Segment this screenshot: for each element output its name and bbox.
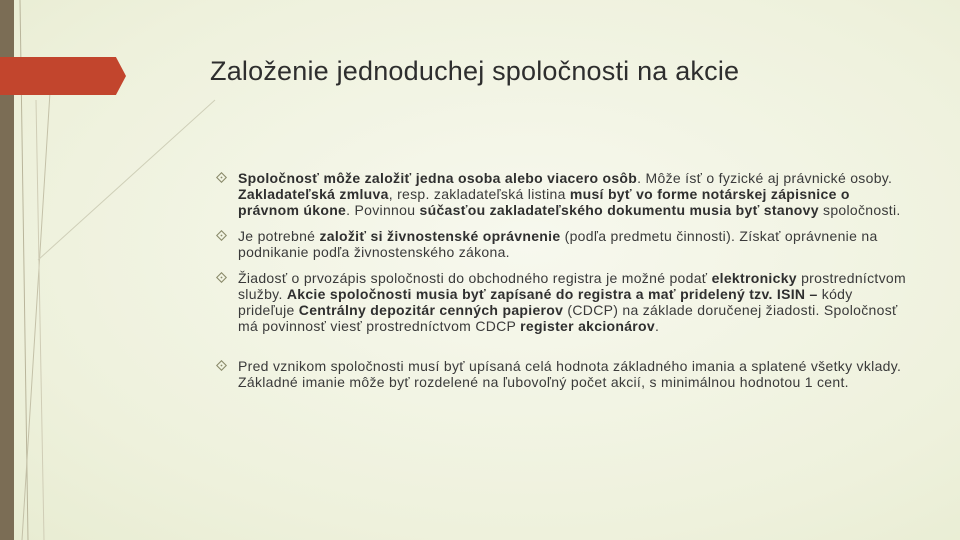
diamond-outline-icon [216, 172, 227, 183]
bullet-text-span: , resp. zakladateľská listina [388, 186, 570, 202]
bullet-text [238, 228, 878, 260]
title-arrow-tab [0, 57, 126, 95]
bullet-text-span: . Môže ísť o fyzické aj právnické osoby. [637, 170, 893, 186]
bullet-text-bold: Akcie spoločnosti musia byť zapísané do registra a mať pridelený tzv. ISIN – [286, 286, 818, 302]
bullet-text [238, 270, 906, 334]
slide-title: Založenie jednoduchej spoločnosti na akcie [210, 56, 740, 86]
bullet-item [216, 170, 906, 218]
bullet-text [238, 170, 901, 218]
bullet-text-span: kódy prideľuje [238, 286, 853, 318]
bullet-item [216, 358, 906, 390]
bullet-item [216, 270, 906, 334]
diamond-outline-icon [216, 360, 227, 371]
bullet-text-span: Žiadosť o prvozápis spoločnosti do obchodného registra je možné podať [238, 270, 712, 286]
bullet-text-bold: súčasťou zakladateľského dokumentu musia byť stanovy [419, 202, 819, 218]
bullet-text [238, 358, 901, 390]
bullet-text-span: (podľa predmetu činnosti). Získať oprávnenie na podnikanie podľa živnostenského zákona. [238, 228, 878, 260]
bullet-text-span: Je potrebné [238, 228, 320, 244]
bullet-text-span: prostredníctvom služby. [238, 270, 906, 302]
bullet-text-span: . [655, 318, 660, 334]
bullet-text-bold: musí byť vo forme notárskej zápisnice o právnom úkone [238, 186, 850, 218]
bullet-text-span: Pred vznikom spoločnosti musí byť upísaná celá hodnota základného imania a splatené všetky vklady. Základné imanie môže byť rozdelené na ľubovoľný počet akcií, s minimálnou hodnotou 1 cent. [238, 358, 902, 390]
bullet-text-bold: založiť si živnostenské oprávnenie [319, 228, 561, 244]
diamond-outline-icon [216, 230, 227, 241]
bullet-text-span: spoločnosti. [818, 202, 901, 218]
bullet-text-bold: register akcionárov [520, 318, 655, 334]
bullet-text-bold: Spoločnosť môže založiť jedna osoba alebo viacero osôb [238, 170, 638, 186]
bullet-text-bold: Zakladateľská zmluva [238, 186, 389, 202]
bullet-text-bold: elektronicky [711, 270, 797, 286]
bullet-list [216, 170, 906, 400]
diamond-outline-icon [216, 272, 227, 283]
bullet-text-span: (CDCP) na základe doručenej žiadosti. Spoločnosť má povinnosť viesť prostredníctvom CDCP [238, 302, 898, 334]
bullet-item [216, 228, 906, 260]
bullet-text-span: . Povinnou [346, 202, 420, 218]
bullet-text-bold: Centrálny depozitár cenných papierov [298, 302, 564, 318]
